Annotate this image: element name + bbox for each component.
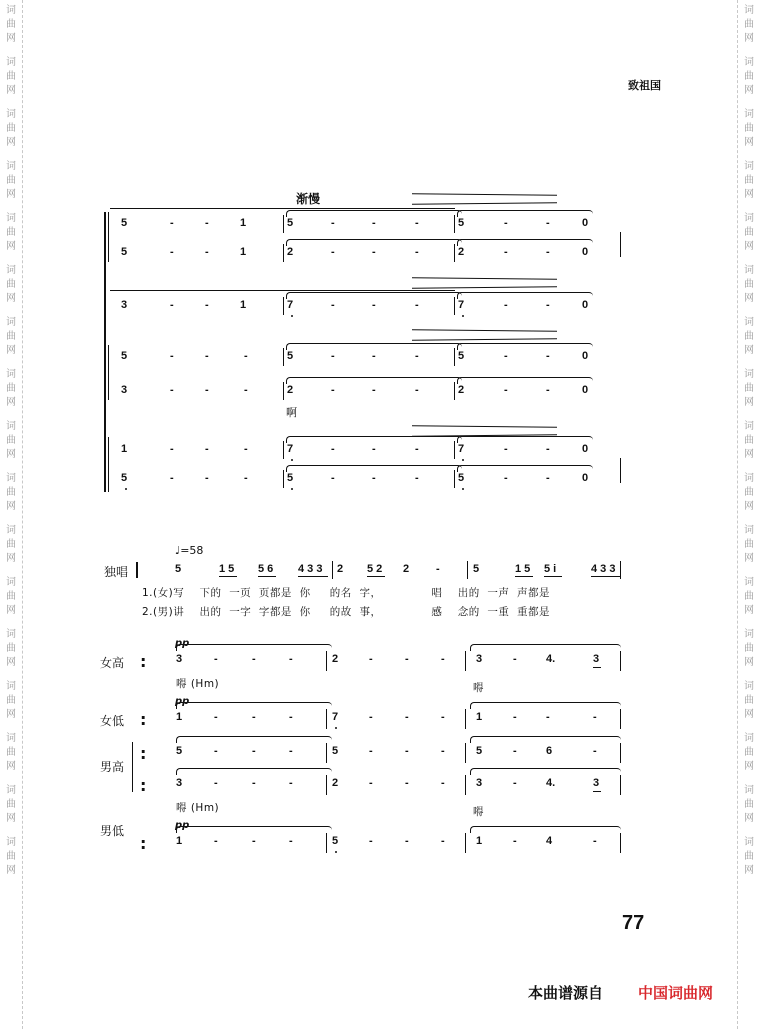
note: 1 xyxy=(240,299,247,311)
choir-note: - xyxy=(513,653,517,665)
voice-part-label: 男低 xyxy=(100,824,125,838)
solo-note: 5 xyxy=(473,563,480,575)
note: - xyxy=(504,384,508,396)
choir-note: - xyxy=(441,711,445,723)
solo-note: 4 3 3 xyxy=(298,563,323,575)
verse-2-lyric: 2.(男)讲 出的 一字 字都是 你 的故 事， 感 念的 一重 重都是 xyxy=(142,606,551,618)
choir-note: - xyxy=(513,835,517,847)
voice-part-label: 男高 xyxy=(100,760,125,774)
choir-note: 3 xyxy=(593,653,600,665)
watermark-glyph: 曲 xyxy=(744,799,754,810)
choir-note: - xyxy=(369,653,373,665)
tempo-mark: ♩=58 xyxy=(175,544,204,557)
choir-note: - xyxy=(289,777,293,789)
note: - xyxy=(415,472,419,484)
watermark-glyph: 词 xyxy=(744,57,754,68)
choir-note: - xyxy=(214,653,218,665)
choir-note: 3 xyxy=(176,653,183,665)
watermark-glyph: 词 xyxy=(6,525,16,536)
note: - xyxy=(372,217,376,229)
note: 2 xyxy=(287,246,294,258)
choir-note: - xyxy=(289,835,293,847)
note: 7 xyxy=(458,299,465,311)
note: 5 xyxy=(458,350,465,362)
watermark-glyph: 网 xyxy=(744,85,754,96)
note: - xyxy=(546,443,550,455)
note: - xyxy=(546,472,550,484)
note: 7 xyxy=(458,443,465,455)
watermark-glyph: 词 xyxy=(744,5,754,16)
choir-note: 2 xyxy=(332,777,339,789)
choir-note: 4. xyxy=(546,777,556,789)
watermark-glyph: 网 xyxy=(744,137,754,148)
watermark-glyph: 网 xyxy=(6,137,16,148)
choir-note: - xyxy=(593,835,597,847)
note: 0 xyxy=(582,217,589,229)
watermark-glyph: 网 xyxy=(744,241,754,252)
watermark-glyph: 曲 xyxy=(6,747,16,758)
choir-note: 3 xyxy=(476,777,483,789)
note: 5 xyxy=(121,246,128,258)
source-prefix: 本曲谱源自 xyxy=(528,984,604,1002)
note: 5 xyxy=(121,472,128,484)
choir-note: - xyxy=(405,745,409,757)
watermark-glyph: 曲 xyxy=(6,331,16,342)
note: - xyxy=(372,472,376,484)
watermark-glyph: 网 xyxy=(744,449,754,460)
watermark-glyph: 网 xyxy=(6,397,16,408)
note: - xyxy=(546,384,550,396)
watermark-glyph: 曲 xyxy=(6,279,16,290)
watermark-glyph: 曲 xyxy=(6,175,16,186)
note: - xyxy=(504,246,508,258)
choir-note: - xyxy=(405,777,409,789)
watermark-glyph: 网 xyxy=(744,761,754,772)
note: - xyxy=(504,350,508,362)
note: - xyxy=(205,443,209,455)
watermark-glyph: 网 xyxy=(6,449,16,460)
solo-note: 5 xyxy=(175,563,182,575)
choir-note: 5 xyxy=(476,745,483,757)
choir-lyric: 嘚 (Hm) xyxy=(176,802,220,814)
watermark-glyph: 曲 xyxy=(6,227,16,238)
watermark-glyph: 词 xyxy=(744,525,754,536)
watermark-glyph: 曲 xyxy=(744,227,754,238)
watermark-glyph: 网 xyxy=(6,85,16,96)
watermark-column-right xyxy=(737,0,760,1029)
choir-note: - xyxy=(214,777,218,789)
note: - xyxy=(415,443,419,455)
voice-part-label: 女低 xyxy=(100,714,125,728)
choir-note: - xyxy=(546,711,550,723)
verse-1-lyric: 1.(女)写 下的 一页 页都是 你 的名 字， 唱 出的 一声 声都是 xyxy=(142,587,551,599)
note: - xyxy=(205,350,209,362)
choir-note: - xyxy=(405,711,409,723)
watermark-glyph: 曲 xyxy=(744,331,754,342)
watermark-glyph: 词 xyxy=(6,421,16,432)
note: - xyxy=(205,472,209,484)
watermark-glyph: 词 xyxy=(6,681,16,692)
choir-note: - xyxy=(441,835,445,847)
watermark-glyph: 网 xyxy=(6,813,16,824)
choir-note: 3 xyxy=(176,777,183,789)
watermark-glyph: 曲 xyxy=(6,539,16,550)
note: - xyxy=(331,217,335,229)
watermark-column-left xyxy=(0,0,23,1029)
note: 3 xyxy=(121,384,128,396)
note: - xyxy=(170,217,174,229)
choir-lyric: 嘚 (Hm) xyxy=(176,678,220,690)
note: - xyxy=(372,443,376,455)
note: - xyxy=(415,384,419,396)
watermark-glyph: 曲 xyxy=(6,71,16,82)
note: 0 xyxy=(582,246,589,258)
watermark-glyph: 网 xyxy=(6,657,16,668)
watermark-glyph: 网 xyxy=(6,33,16,44)
note: - xyxy=(170,443,174,455)
watermark-glyph: 网 xyxy=(744,813,754,824)
solo-note: 5 i xyxy=(544,563,557,575)
watermark-glyph: 曲 xyxy=(744,19,754,30)
choir-note: - xyxy=(289,745,293,757)
note: 2 xyxy=(458,384,465,396)
watermark-glyph: 网 xyxy=(744,345,754,356)
note: - xyxy=(504,472,508,484)
watermark-glyph: 词 xyxy=(744,577,754,588)
watermark-glyph: 网 xyxy=(6,345,16,356)
choir-note: 5 xyxy=(332,835,339,847)
choir-lyric: 嘚 xyxy=(473,806,484,818)
watermark-glyph: 曲 xyxy=(744,747,754,758)
note: 5 xyxy=(121,217,128,229)
choir-note: 7 xyxy=(332,711,339,723)
watermark-glyph: 曲 xyxy=(744,851,754,862)
dynamic-marking: pp xyxy=(175,638,190,649)
tempo-marking: 渐慢 xyxy=(296,192,321,206)
watermark-glyph: 网 xyxy=(744,33,754,44)
lyric-ah: 啊 xyxy=(286,406,298,419)
watermark-glyph: 词 xyxy=(744,473,754,484)
note: - xyxy=(244,350,248,362)
solo-note: 2 xyxy=(337,563,344,575)
watermark-glyph: 网 xyxy=(744,189,754,200)
note: 2 xyxy=(287,384,294,396)
choir-note: - xyxy=(513,745,517,757)
watermark-glyph: 词 xyxy=(744,681,754,692)
watermark-glyph: 网 xyxy=(6,241,16,252)
dynamic-marking: pp xyxy=(175,820,190,831)
watermark-glyph: 曲 xyxy=(6,695,16,706)
watermark-glyph: 词 xyxy=(6,109,16,120)
watermark-glyph: 网 xyxy=(6,501,16,512)
watermark-glyph: 词 xyxy=(6,733,16,744)
watermark-glyph: 网 xyxy=(6,189,16,200)
note: - xyxy=(504,443,508,455)
choir-note: 3 xyxy=(476,653,483,665)
note: - xyxy=(205,299,209,311)
choir-note: 5 xyxy=(332,745,339,757)
watermark-glyph: 网 xyxy=(744,657,754,668)
choir-note: - xyxy=(252,745,256,757)
watermark-glyph: 网 xyxy=(744,709,754,720)
watermark-glyph: 词 xyxy=(6,317,16,328)
choir-note: - xyxy=(405,835,409,847)
note: 2 xyxy=(458,246,465,258)
note: 1 xyxy=(240,217,247,229)
note: 0 xyxy=(582,299,589,311)
choir-note: - xyxy=(369,745,373,757)
watermark-glyph: 曲 xyxy=(6,799,16,810)
voice-part-label: 女高 xyxy=(100,656,125,670)
watermark-glyph: 词 xyxy=(744,213,754,224)
note: 5 xyxy=(287,217,294,229)
choir-lyric: 嘚 xyxy=(473,682,484,694)
watermark-glyph: 词 xyxy=(6,161,16,172)
watermark-glyph: 曲 xyxy=(744,539,754,550)
note: 0 xyxy=(582,350,589,362)
watermark-glyph: 曲 xyxy=(6,643,16,654)
solo-note: 2 xyxy=(403,563,410,575)
note: - xyxy=(170,384,174,396)
song-title: 致祖国 xyxy=(628,79,661,92)
watermark-glyph: 词 xyxy=(6,213,16,224)
choir-note: - xyxy=(214,711,218,723)
note: - xyxy=(504,299,508,311)
solo-note: 4 3 3 xyxy=(591,563,616,575)
choir-note: - xyxy=(441,777,445,789)
choir-note: 1 xyxy=(476,711,483,723)
choir-note: - xyxy=(289,653,293,665)
note: - xyxy=(244,384,248,396)
watermark-glyph: 曲 xyxy=(744,71,754,82)
note: 0 xyxy=(582,472,589,484)
watermark-glyph: 曲 xyxy=(6,435,16,446)
watermark-glyph: 曲 xyxy=(6,851,16,862)
note: - xyxy=(372,246,376,258)
note: 7 xyxy=(287,299,294,311)
note: 7 xyxy=(287,443,294,455)
choir-note: - xyxy=(252,835,256,847)
watermark-glyph: 网 xyxy=(6,293,16,304)
note: - xyxy=(331,443,335,455)
note: - xyxy=(331,299,335,311)
watermark-glyph: 网 xyxy=(6,865,16,876)
watermark-glyph: 词 xyxy=(6,629,16,640)
choir-note: 4. xyxy=(546,653,556,665)
choir-note: 5 xyxy=(176,745,183,757)
note: - xyxy=(372,299,376,311)
note: - xyxy=(415,350,419,362)
choir-note: - xyxy=(369,711,373,723)
choir-note: - xyxy=(252,653,256,665)
watermark-glyph: 词 xyxy=(6,473,16,484)
note: - xyxy=(415,299,419,311)
watermark-glyph: 曲 xyxy=(744,695,754,706)
watermark-glyph: 词 xyxy=(744,421,754,432)
choir-note: - xyxy=(513,777,517,789)
note: - xyxy=(415,246,419,258)
note: - xyxy=(170,350,174,362)
note: - xyxy=(170,299,174,311)
solo-note: 5 2 xyxy=(367,563,383,575)
watermark-glyph: 词 xyxy=(744,161,754,172)
choir-note: 2 xyxy=(332,653,339,665)
watermark-glyph: 曲 xyxy=(744,175,754,186)
choir-note: - xyxy=(441,653,445,665)
note: - xyxy=(415,217,419,229)
note: 3 xyxy=(121,299,128,311)
watermark-glyph: 词 xyxy=(744,109,754,120)
watermark-glyph: 网 xyxy=(744,397,754,408)
note: 1 xyxy=(240,246,247,258)
watermark-glyph: 词 xyxy=(6,265,16,276)
solo-note: - xyxy=(436,563,440,575)
note: - xyxy=(372,350,376,362)
note: - xyxy=(331,384,335,396)
choir-note: - xyxy=(214,835,218,847)
watermark-glyph: 网 xyxy=(744,553,754,564)
choir-note: 3 xyxy=(593,777,600,789)
note: - xyxy=(331,350,335,362)
watermark-glyph: 词 xyxy=(744,837,754,848)
watermark-glyph: 曲 xyxy=(744,591,754,602)
choir-note: - xyxy=(593,711,597,723)
choir-note: - xyxy=(289,711,293,723)
note: 5 xyxy=(458,217,465,229)
solo-note: 1 5 xyxy=(515,563,531,575)
watermark-glyph: 曲 xyxy=(6,487,16,498)
choir-note: 4 xyxy=(546,835,553,847)
watermark-glyph: 网 xyxy=(744,293,754,304)
note: 5 xyxy=(287,472,294,484)
watermark-glyph: 曲 xyxy=(6,19,16,30)
watermark-glyph: 词 xyxy=(6,837,16,848)
note: 5 xyxy=(458,472,465,484)
watermark-glyph: 曲 xyxy=(744,435,754,446)
watermark-glyph: 词 xyxy=(744,265,754,276)
choir-note: 1 xyxy=(476,835,483,847)
note: 5 xyxy=(121,350,128,362)
watermark-glyph: 网 xyxy=(6,761,16,772)
note: - xyxy=(170,246,174,258)
watermark-glyph: 曲 xyxy=(744,123,754,134)
watermark-glyph: 曲 xyxy=(6,123,16,134)
note: - xyxy=(546,217,550,229)
note: 5 xyxy=(287,350,294,362)
choir-note: - xyxy=(252,711,256,723)
choir-note: 1 xyxy=(176,835,183,847)
choir-note: - xyxy=(513,711,517,723)
choir-note: - xyxy=(593,745,597,757)
watermark-glyph: 曲 xyxy=(6,383,16,394)
note: - xyxy=(244,472,248,484)
choir-note: - xyxy=(369,835,373,847)
note: - xyxy=(331,472,335,484)
watermark-glyph: 词 xyxy=(744,733,754,744)
note: - xyxy=(205,384,209,396)
watermark-glyph: 词 xyxy=(6,57,16,68)
watermark-glyph: 网 xyxy=(744,605,754,616)
solo-note: 5 6 xyxy=(258,563,274,575)
choir-note: 1 xyxy=(176,711,183,723)
note: - xyxy=(205,217,209,229)
watermark-glyph: 词 xyxy=(6,5,16,16)
watermark-glyph: 曲 xyxy=(744,279,754,290)
solo-note: 1 5 xyxy=(219,563,235,575)
note: - xyxy=(170,472,174,484)
choir-note: - xyxy=(405,653,409,665)
note: - xyxy=(546,246,550,258)
choir-note: - xyxy=(441,745,445,757)
note: 1 xyxy=(121,443,128,455)
source-site-link[interactable]: 中国词曲网 xyxy=(638,984,714,1002)
solo-label: 独唱 xyxy=(104,565,129,579)
note: - xyxy=(331,246,335,258)
watermark-glyph: 词 xyxy=(744,317,754,328)
note: - xyxy=(504,217,508,229)
watermark-glyph: 词 xyxy=(744,369,754,380)
dynamic-marking: pp xyxy=(175,696,190,707)
note: - xyxy=(244,443,248,455)
watermark-glyph: 词 xyxy=(6,577,16,588)
watermark-glyph: 词 xyxy=(6,785,16,796)
note: - xyxy=(372,384,376,396)
choir-note: - xyxy=(214,745,218,757)
watermark-glyph: 曲 xyxy=(6,591,16,602)
watermark-glyph: 网 xyxy=(744,501,754,512)
watermark-glyph: 词 xyxy=(6,369,16,380)
note: - xyxy=(546,350,550,362)
watermark-glyph: 网 xyxy=(6,605,16,616)
choir-note: - xyxy=(369,777,373,789)
note: 0 xyxy=(582,384,589,396)
watermark-glyph: 网 xyxy=(744,865,754,876)
note: 0 xyxy=(582,443,589,455)
watermark-glyph: 网 xyxy=(6,709,16,720)
watermark-glyph: 曲 xyxy=(744,383,754,394)
note: - xyxy=(205,246,209,258)
note: - xyxy=(546,299,550,311)
watermark-glyph: 网 xyxy=(6,553,16,564)
watermark-glyph: 曲 xyxy=(744,643,754,654)
choir-note: 6 xyxy=(546,745,553,757)
watermark-glyph: 曲 xyxy=(744,487,754,498)
watermark-glyph: 词 xyxy=(744,629,754,640)
page-number: 77 xyxy=(622,912,645,934)
watermark-glyph: 词 xyxy=(744,785,754,796)
choir-note: - xyxy=(252,777,256,789)
